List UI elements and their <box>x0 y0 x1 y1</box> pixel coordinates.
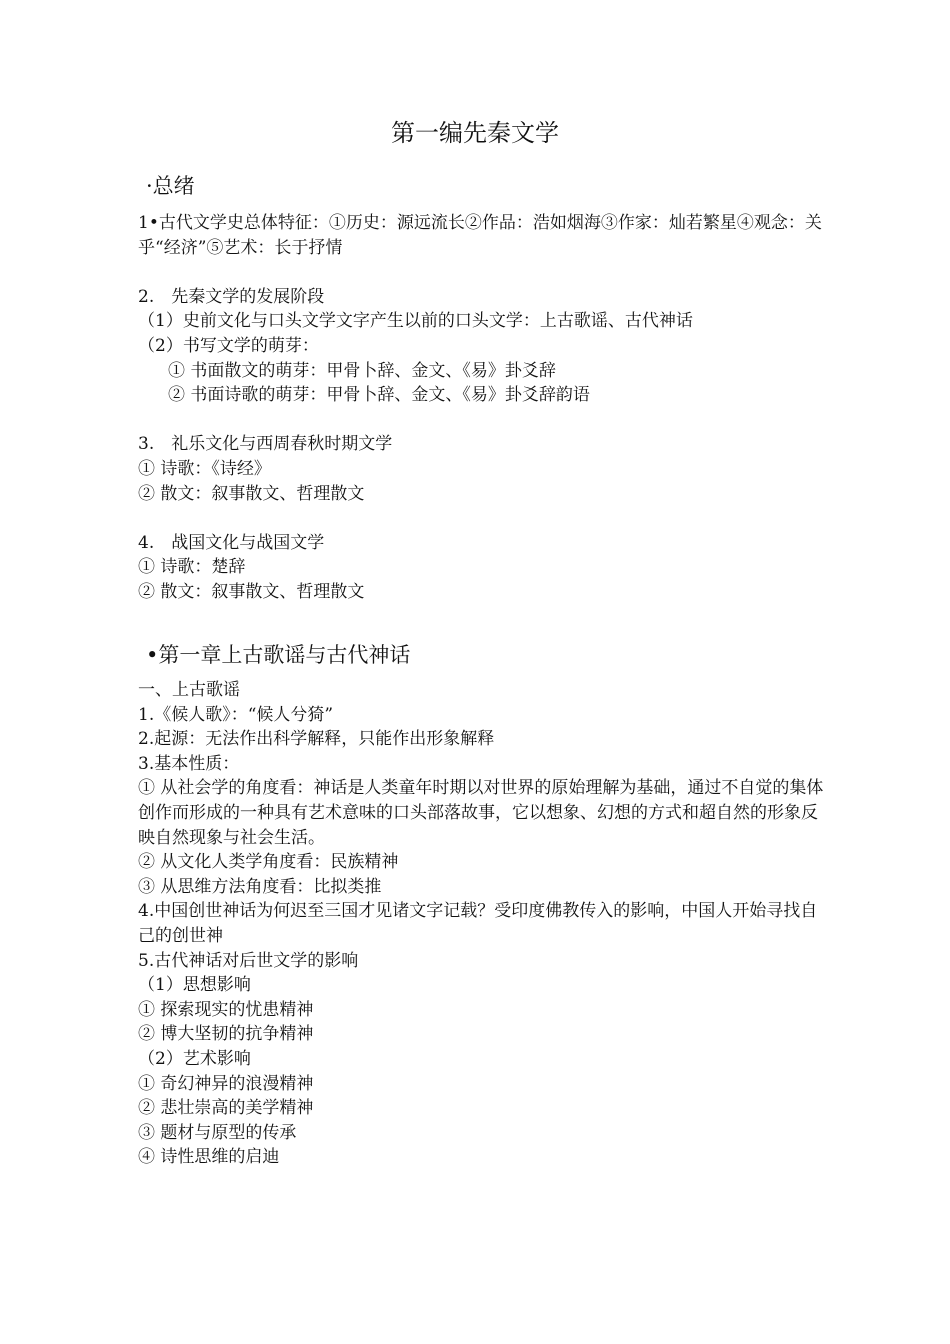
list-item-basic-nature: 3.基本性质： <box>138 753 240 774</box>
blank-line <box>138 260 828 285</box>
paragraph-sociology-view: ① 从社会学的角度看：神话是人类童年时期以对世界的原始理解为基础，通过不自觉的集体创作而形成的一种具有艺术意味的口头部落故事，它以想象、幻想的方式和超自然的形象反映自然现象与社会生活。 <box>138 778 824 848</box>
list-item-worry-spirit: ① 探索现实的忧患精神 <box>138 999 314 1020</box>
section-heading-intro: ·总绪 <box>146 174 195 198</box>
list-item-romantic-spirit: ① 奇幻神异的浪漫精神 <box>138 1073 314 1094</box>
list-item-thought-influence: （1）思想影响 <box>138 975 251 996</box>
list-item-written-prose: ① 书面散文的萌芽：甲骨卜辞、金文、《易》卦爻辞 <box>168 360 556 381</box>
list-item-theme-archetype: ③ 题材与原型的传承 <box>138 1122 297 1143</box>
list-item-anthropology-view: ② 从文化人类学角度看：民族精神 <box>138 852 399 873</box>
list-item-aesthetic-spirit: ② 悲壮崇高的美学精神 <box>138 1098 314 1119</box>
paragraph-overall-features: 1•古代文学史总体特征：①历史：源远流长②作品：浩如烟海③作家：灿若繁星④观念：关乎“经济”⑤艺术：长于抒情 <box>138 213 822 258</box>
subheading-ancient-ballads: 一、上古歌谣 <box>138 680 240 700</box>
list-item-written-poetry: ② 书面诗歌的萌芽：甲骨卜辞、金文、《易》卦爻辞韵语 <box>168 385 590 406</box>
heading-development-stages: 2. 先秦文学的发展阶段 <box>138 286 325 307</box>
list-item-poetic-thinking: ④ 诗性思维的启迪 <box>138 1147 280 1168</box>
blank-line <box>138 408 828 433</box>
chapter1-body <box>138 678 828 1170</box>
list-item-origin: 2.起源：无法作出科学解释，只能作出形象解释 <box>138 729 495 750</box>
heading-warring-states: 4. 战国文化与战国文学 <box>138 532 325 553</box>
list-item-poetry-shijing: ① 诗歌：《诗经》 <box>138 458 271 479</box>
list-item-prose-western-zhou: ② 散文：叙事散文、哲理散文 <box>138 483 365 504</box>
heading-rites-music-culture: 3. 礼乐文化与西周春秋时期文学 <box>138 434 393 455</box>
paragraph-creation-myth: 4.中国创世神话为何迟至三国才见诸文字记载？受印度佛教传入的影响，中国人开始寻找自己的创世神 <box>138 901 818 946</box>
list-item-art-influence: （2）艺术影响 <box>138 1048 251 1069</box>
list-item-written-literature: （2）书写文学的萌芽： <box>138 335 319 356</box>
list-item-thinking-view: ③ 从思维方法角度看：比拟类推 <box>138 876 382 897</box>
list-item-struggle-spirit: ② 博大坚韧的抗争精神 <box>138 1024 314 1045</box>
section-heading-chapter1: •第一章上古歌谣与古代神话 <box>146 643 411 667</box>
list-item-poetry-chuci: ① 诗歌：楚辞 <box>138 557 246 578</box>
list-item-prose-warring-states: ② 散文：叙事散文、哲理散文 <box>138 581 365 602</box>
list-item-oral-literature: （1）史前文化与口头文学文字产生以前的口头文学：上古歌谣、古代神话 <box>138 311 693 332</box>
list-item-myth-influence: 5.古代神话对后世文学的影响 <box>138 950 359 971</box>
intro-body <box>138 211 828 605</box>
document-title: 第一编先秦文学 <box>391 119 559 147</box>
list-item-houren-song: 1.《候人歌》：“候人兮猗” <box>138 704 334 725</box>
blank-line <box>138 506 828 531</box>
